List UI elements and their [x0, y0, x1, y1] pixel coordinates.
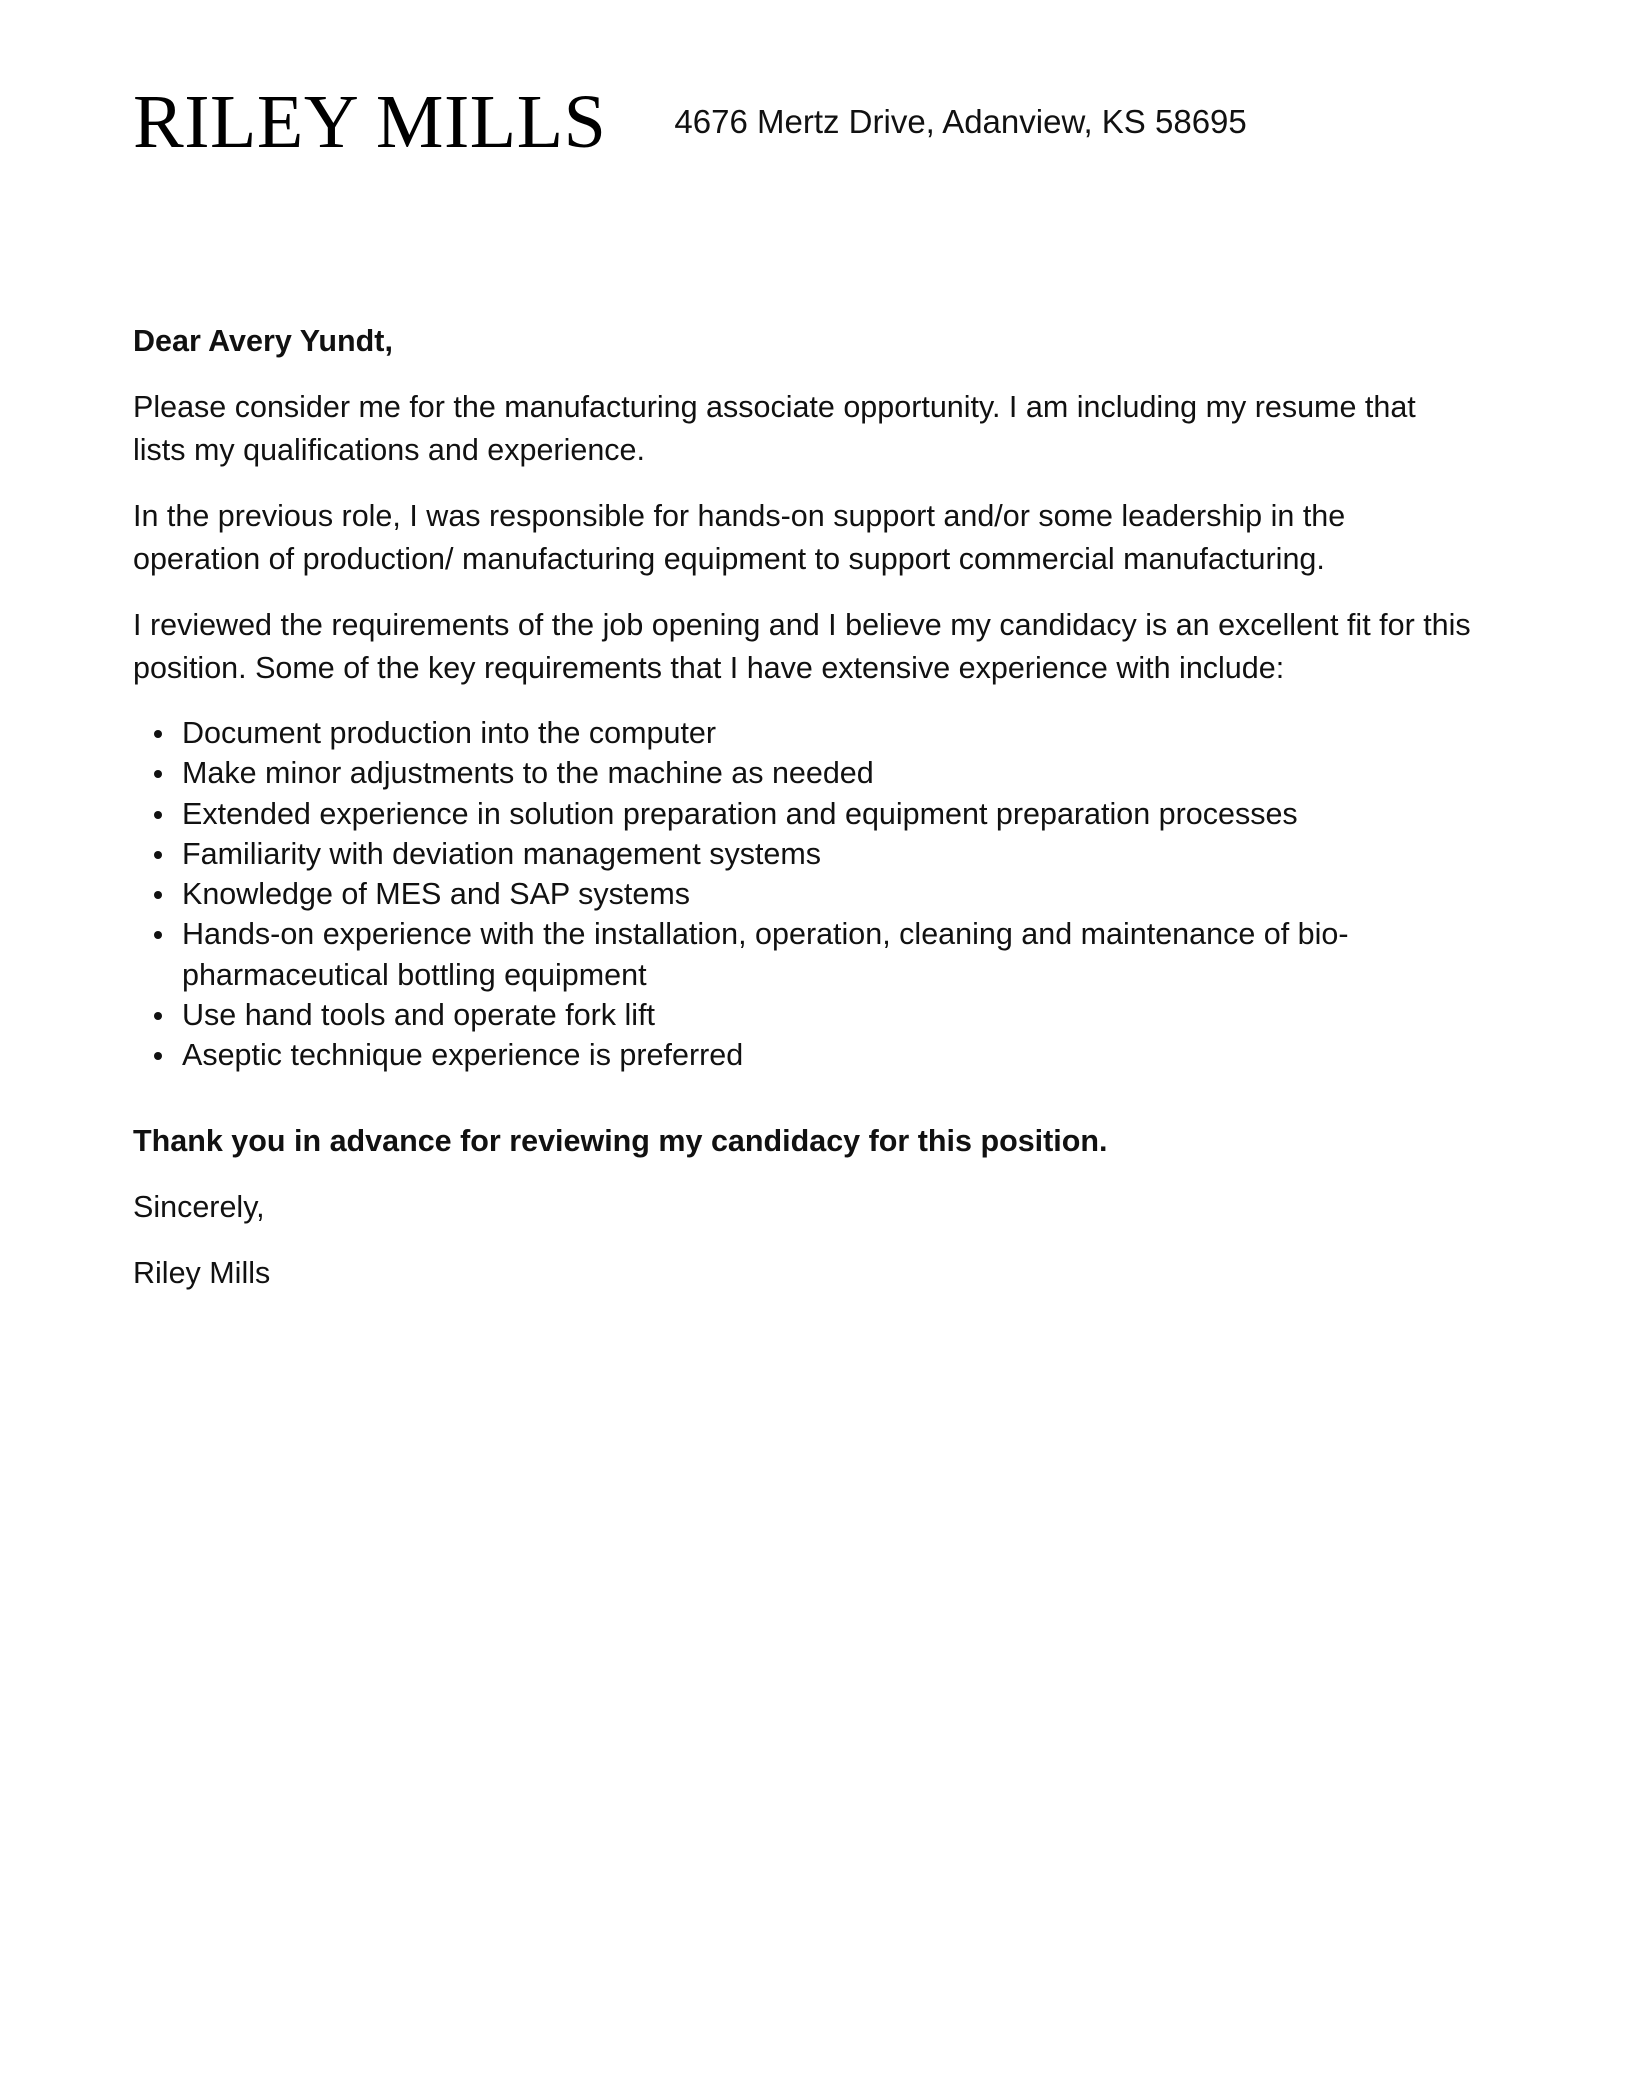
list-item: Make minor adjustments to the machine as needed	[133, 753, 1473, 793]
paragraph-previous-role: In the previous role, I was responsible for hands-on support and/or some leadership in the operation of production/ manufacturing equipment to support commercial manufacturing.	[133, 499, 1346, 576]
applicant-name: RILEY MILLS	[133, 80, 607, 164]
paragraph-requirements-intro: I reviewed the requirements of the job opening and I believe my candidacy is an excellent fit for this position. Some of the key requirements that I have extensive experience with include:	[133, 608, 1471, 685]
list-item: Hands-on experience with the installation, operation, cleaning and maintenance of bio-pharmaceutical bottling equipment	[133, 914, 1473, 995]
applicant-address: 4676 Mertz Drive, Adanview, KS 58695	[674, 103, 1247, 140]
greeting: Dear Avery Yundt,	[133, 324, 393, 358]
letter-body	[133, 320, 1473, 1318]
signature-name: Riley Mills	[133, 1255, 271, 1290]
list-item: Familiarity with deviation management systems	[133, 834, 1473, 874]
signoff: Sincerely,	[133, 1189, 265, 1224]
closing-statement: Thank you in advance for reviewing my candidacy for this position.	[133, 1123, 1108, 1158]
paragraph-intro: Please consider me for the manufacturing associate opportunity. I am including my resume that lists my qualifications and experience.	[133, 390, 1416, 467]
letter-header	[133, 80, 1247, 164]
list-item: Knowledge of MES and SAP systems	[133, 874, 1473, 914]
list-item: Extended experience in solution preparation and equipment preparation processes	[133, 794, 1473, 834]
list-item: Document production into the computer	[133, 713, 1473, 753]
list-item: Use hand tools and operate fork lift	[133, 995, 1473, 1035]
list-item: Aseptic technique experience is preferred	[133, 1035, 1473, 1075]
requirements-list	[133, 713, 1473, 1076]
